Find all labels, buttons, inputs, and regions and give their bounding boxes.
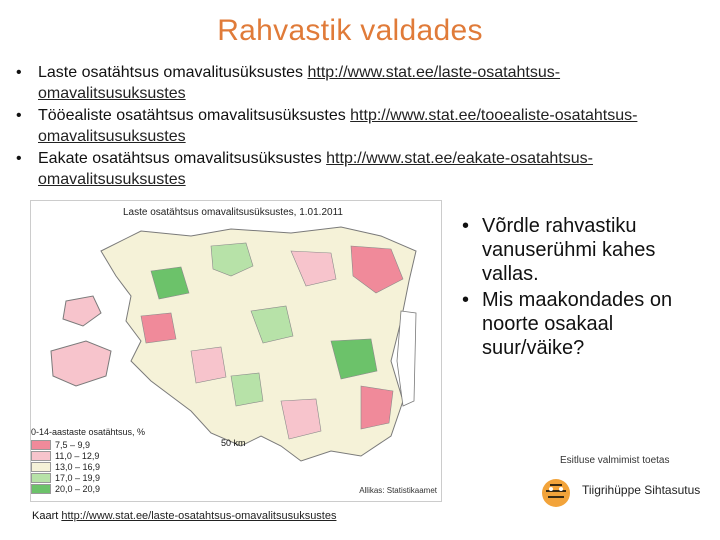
bullet-icon: • xyxy=(462,289,470,311)
legend-swatch xyxy=(31,473,51,483)
resource-list xyxy=(14,62,694,191)
eakate-link[interactable]: http://www.stat.ee/eakate-osatahtsus-omavalitsusuksustes xyxy=(38,150,593,188)
legend-row xyxy=(31,461,145,472)
legend-row xyxy=(31,439,145,450)
bullet-icon: • xyxy=(16,150,22,167)
legend-label: 17,0 – 19,9 xyxy=(55,472,101,483)
legend-label: 11,0 – 12,9 xyxy=(55,450,100,461)
list-item-text: Laste osatähtsus omavalitusüksustes xyxy=(38,64,308,81)
page-title: Rahvastik valdades xyxy=(217,14,483,47)
bullet-icon: • xyxy=(16,107,22,124)
legend-row xyxy=(31,483,145,494)
legend-label: 7,5 – 9,9 xyxy=(55,439,91,450)
map-source-label: Kaart xyxy=(32,510,62,522)
region-patch xyxy=(191,347,226,383)
list-item-text: Eakate osatähtsus omavalitsusüksustes xyxy=(38,150,327,167)
partner-tagline: Esitluse valmimist toetas xyxy=(560,455,670,466)
island-saaremaa xyxy=(51,341,111,386)
region-patch xyxy=(361,386,393,429)
legend-swatch xyxy=(31,451,51,461)
list-item xyxy=(14,62,694,104)
question-text: Mis maakondades on noorte osakaal suur/väike? xyxy=(482,289,673,359)
map-credit: Allikas: Statistikaamet xyxy=(359,486,437,495)
question-item xyxy=(462,214,712,286)
region-patch xyxy=(231,373,263,406)
legend-swatch xyxy=(31,462,51,472)
legend-row xyxy=(31,472,145,483)
estonia-map xyxy=(30,200,442,502)
legend-label: 13,0 – 16,9 xyxy=(55,461,101,472)
laste-link[interactable]: http://www.stat.ee/laste-osatahtsus-omavalitsusuksustes xyxy=(38,64,561,102)
question-list xyxy=(462,214,712,362)
tooealiste-link[interactable]: http://www.stat.ee/tooealiste-osatahtsus-omavalitsusuksustes xyxy=(38,107,638,145)
island-hiiumaa xyxy=(63,296,101,326)
legend-swatch xyxy=(31,440,51,450)
tiger-logo-icon xyxy=(536,473,576,513)
legend-title: 0-14-aastaste osatähtsus, % xyxy=(31,427,146,437)
map-caption: Laste osatähtsus omavalitsusüksustes, 1.01.2011 xyxy=(123,207,343,218)
list-item xyxy=(14,148,694,190)
question-item xyxy=(462,288,712,360)
legend-row xyxy=(31,450,145,461)
list-item xyxy=(14,105,694,147)
map-source-link[interactable]: http://www.stat.ee/laste-osatahtsus-omavalitsusuksustes xyxy=(61,510,337,522)
list-item-text: Tööealiste osatähtsus omavalitsusüksustes xyxy=(38,107,351,124)
bullet-icon: • xyxy=(16,64,22,81)
map-source xyxy=(32,510,336,522)
map-legend xyxy=(31,427,145,494)
partner-name: Tiigrihüppe Sihtasutus xyxy=(582,483,701,497)
bullet-icon: • xyxy=(462,215,470,237)
partner-badge xyxy=(530,455,710,515)
scale-bar: 50 km xyxy=(221,438,246,448)
region-patch xyxy=(141,313,176,343)
question-text: Võrdle rahvastiku vanuserühmi kahes vallas. xyxy=(482,215,656,285)
legend-swatch xyxy=(31,484,51,494)
legend-label: 20,0 – 20,9 xyxy=(55,483,101,494)
